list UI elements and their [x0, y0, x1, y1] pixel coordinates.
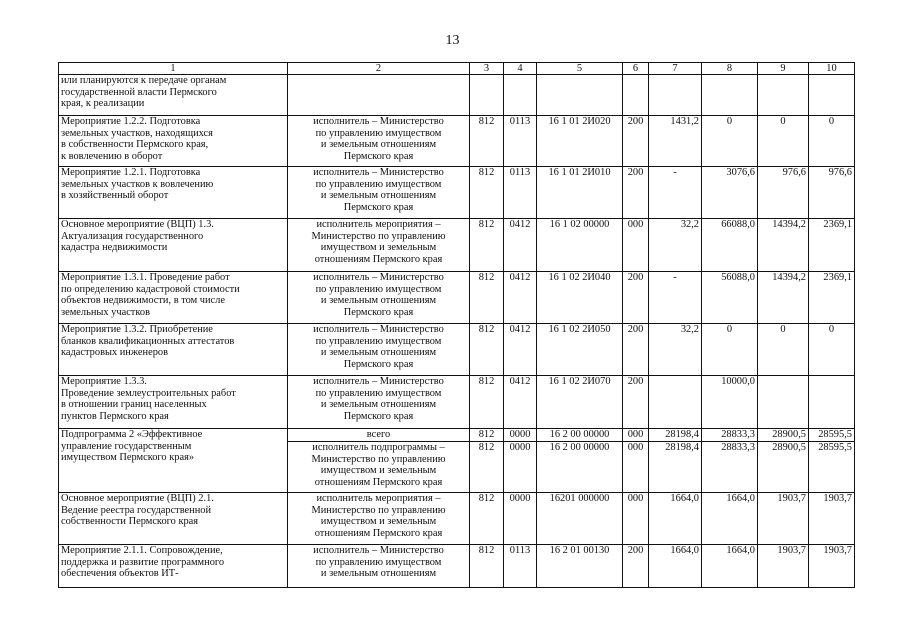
cell-col4: 0113 — [504, 167, 537, 219]
cell-col5: 16 1 02 00000 — [537, 219, 623, 272]
cell-col10: 0 — [809, 116, 855, 167]
table-row — [59, 376, 855, 429]
cell-col10 — [809, 75, 855, 116]
cell-col5: 16 1 02 2И040 — [537, 272, 623, 324]
cell-col10: 28595,5 — [809, 442, 855, 493]
cell-col6: 200 — [623, 324, 649, 376]
cell-col6: 000 — [623, 429, 649, 442]
cell-col3: 812 — [470, 167, 504, 219]
cell-col9: 28900,5 — [758, 442, 809, 493]
cell-col8: 28833,3 — [702, 442, 758, 493]
cell-col4: 0000 — [504, 493, 537, 545]
cell-col6: 000 — [623, 493, 649, 545]
cell-col3: 812 — [470, 493, 504, 545]
executor: исполнитель – Министерство по управлению имуществом и земельным отношениям Пермского края — [288, 272, 470, 324]
cell-col5: 16 2 01 00130 — [537, 545, 623, 588]
cell-col4: 0412 — [504, 219, 537, 272]
cell-col5: 16 1 01 2И020 — [537, 116, 623, 167]
cell-col9: 0 — [758, 324, 809, 376]
activity-name: Подпрограмма 2 «Эффективное управление государственным имуществом Пермского края» — [59, 429, 288, 493]
cell-col9: 28900,5 — [758, 429, 809, 442]
cell-col7: 28198,4 — [649, 442, 702, 493]
cell-col6: 000 — [623, 219, 649, 272]
executor: исполнитель – Министерство по управлению имуществом и земельным отношениям Пермского края — [288, 376, 470, 429]
executor: исполнитель – Министерство по управлению имуществом и земельным отношениям Пермского края — [288, 324, 470, 376]
page-number: 13 — [445, 33, 460, 48]
cell-col8: 28833,3 — [702, 429, 758, 442]
cell-col10: 2369,1 — [809, 272, 855, 324]
activity-name: Мероприятие 1.3.1. Проведение работ по определению кадастровой стоимости объектов недвижимости, в том числе земельных участков — [59, 272, 288, 324]
cell-col8: 0 — [702, 116, 758, 167]
cell-col9: 14394,2 — [758, 219, 809, 272]
column-number: 8 — [702, 63, 758, 75]
executor — [288, 75, 470, 116]
cell-col4: 0412 — [504, 376, 537, 429]
activity-name: Основное мероприятие (ВЦП) 1.3. Актуализация государственного кадастра недвижимости — [59, 219, 288, 272]
cell-col9: 976,6 — [758, 167, 809, 219]
cell-col4: 0412 — [504, 324, 537, 376]
cell-col5: 16 2 00 00000 — [537, 429, 623, 442]
cell-col8: 0 — [702, 324, 758, 376]
executor: исполнитель подпрограммы – Министерство по управлению имуществом и земельным отношениям Пермского края — [288, 442, 470, 493]
cell-col6: 200 — [623, 167, 649, 219]
cell-col7: 32,2 — [649, 219, 702, 272]
cell-col7 — [649, 75, 702, 116]
cell-col3: 812 — [470, 429, 504, 442]
cell-col3 — [470, 75, 504, 116]
cell-col7: 1664,0 — [649, 545, 702, 588]
cell-col6: 000 — [623, 442, 649, 493]
cell-col3: 812 — [470, 116, 504, 167]
cell-col7: 1431,2 — [649, 116, 702, 167]
cell-col4: 0113 — [504, 116, 537, 167]
cell-col9 — [758, 75, 809, 116]
cell-col6: 200 — [623, 272, 649, 324]
cell-col5: 16201 000000 — [537, 493, 623, 545]
cell-col4: 0000 — [504, 442, 537, 493]
activity-name: Мероприятие 2.1.1. Сопровождение, поддержка и развитие программного обеспечения объектов ИТ- — [59, 545, 288, 588]
cell-col8: 3076,6 — [702, 167, 758, 219]
executor: исполнитель мероприятия – Министерство по управлению имуществом и земельным отношениям Пермского края — [288, 493, 470, 545]
cell-col4: 0113 — [504, 545, 537, 588]
cell-col4: 0000 — [504, 429, 537, 442]
cell-col3: 812 — [470, 272, 504, 324]
cell-col7: 32,2 — [649, 324, 702, 376]
activity-name: Мероприятие 1.2.2. Подготовка земельных участков, находящихся в собственности Пермского края, к вовлечению в оборот — [59, 116, 288, 167]
cell-col3: 812 — [470, 324, 504, 376]
cell-col7: - — [649, 272, 702, 324]
cell-col10: 976,6 — [809, 167, 855, 219]
cell-col6: 200 — [623, 116, 649, 167]
cell-col6 — [623, 75, 649, 116]
column-number: 7 — [649, 63, 702, 75]
cell-col8: 56088,0 — [702, 272, 758, 324]
cell-col7: 1664,0 — [649, 493, 702, 545]
cell-col3: 812 — [470, 219, 504, 272]
cell-col9 — [758, 376, 809, 429]
executor: всего — [288, 429, 470, 442]
cell-col6: 200 — [623, 545, 649, 588]
cell-col8 — [702, 75, 758, 116]
table-row — [59, 75, 855, 116]
cell-col10: 2369,1 — [809, 219, 855, 272]
cell-col9: 1903,7 — [758, 493, 809, 545]
cell-col3: 812 — [470, 545, 504, 588]
program-table — [58, 62, 855, 588]
table-row — [59, 116, 855, 167]
cell-col7 — [649, 376, 702, 429]
executor: исполнитель – Министерство по управлению имуществом и земельным отношениям — [288, 545, 470, 588]
table-row — [59, 429, 855, 442]
cell-col10: 28595,5 — [809, 429, 855, 442]
cell-col8: 1664,0 — [702, 493, 758, 545]
cell-col9: 1903,7 — [758, 545, 809, 588]
cell-col4: 0412 — [504, 272, 537, 324]
cell-col8: 66088,0 — [702, 219, 758, 272]
activity-name: или планируются к передаче органам государственной власти Пермского края, к реализации — [59, 75, 288, 116]
activity-name: Мероприятие 1.3.2. Приобретение бланков квалификационных аттестатов кадастровых инженеров — [59, 324, 288, 376]
column-number: 4 — [504, 63, 537, 75]
executor: исполнитель – Министерство по управлению имуществом и земельным отношениям Пермского края — [288, 167, 470, 219]
cell-col5: 16 2 00 00000 — [537, 442, 623, 493]
table-row — [59, 545, 855, 588]
column-number: 3 — [470, 63, 504, 75]
cell-col10: 0 — [809, 324, 855, 376]
table-row — [59, 324, 855, 376]
cell-col5: 16 1 02 2И070 — [537, 376, 623, 429]
cell-col7: - — [649, 167, 702, 219]
activity-name: Мероприятие 1.3.3. Проведение землеустроительных работ в отношении границ населенных пунктов Пермского края — [59, 376, 288, 429]
column-number: 10 — [809, 63, 855, 75]
cell-col3: 812 — [470, 442, 504, 493]
cell-col8: 10000,0 — [702, 376, 758, 429]
cell-col5: 16 1 01 2И010 — [537, 167, 623, 219]
cell-col10: 1903,7 — [809, 545, 855, 588]
activity-name: Мероприятие 1.2.1. Подготовка земельных участков к вовлечению в хозяйственный оборот — [59, 167, 288, 219]
table-row — [59, 167, 855, 219]
cell-col4 — [504, 75, 537, 116]
cell-col5 — [537, 75, 623, 116]
cell-col10: 1903,7 — [809, 493, 855, 545]
executor: исполнитель мероприятия – Министерство по управлению имуществом и земельным отношениям Пермского края — [288, 219, 470, 272]
column-number: 2 — [288, 63, 470, 75]
cell-col8: 1664,0 — [702, 545, 758, 588]
cell-col5: 16 1 02 2И050 — [537, 324, 623, 376]
cell-col10 — [809, 376, 855, 429]
table-row — [59, 493, 855, 545]
cell-col6: 200 — [623, 376, 649, 429]
cell-col9: 14394,2 — [758, 272, 809, 324]
cell-col7: 28198,4 — [649, 429, 702, 442]
column-number: 9 — [758, 63, 809, 75]
executor: исполнитель – Министерство по управлению имуществом и земельным отношениям Пермского края — [288, 116, 470, 167]
column-number: 1 — [59, 63, 288, 75]
activity-name: Основное мероприятие (ВЦП) 2.1. Ведение реестра государственной собственности Пермского края — [59, 493, 288, 545]
column-number: 6 — [623, 63, 649, 75]
column-number-row — [59, 63, 855, 75]
column-number: 5 — [537, 63, 623, 75]
cell-col9: 0 — [758, 116, 809, 167]
table-row — [59, 272, 855, 324]
cell-col3: 812 — [470, 376, 504, 429]
table-row — [59, 219, 855, 272]
